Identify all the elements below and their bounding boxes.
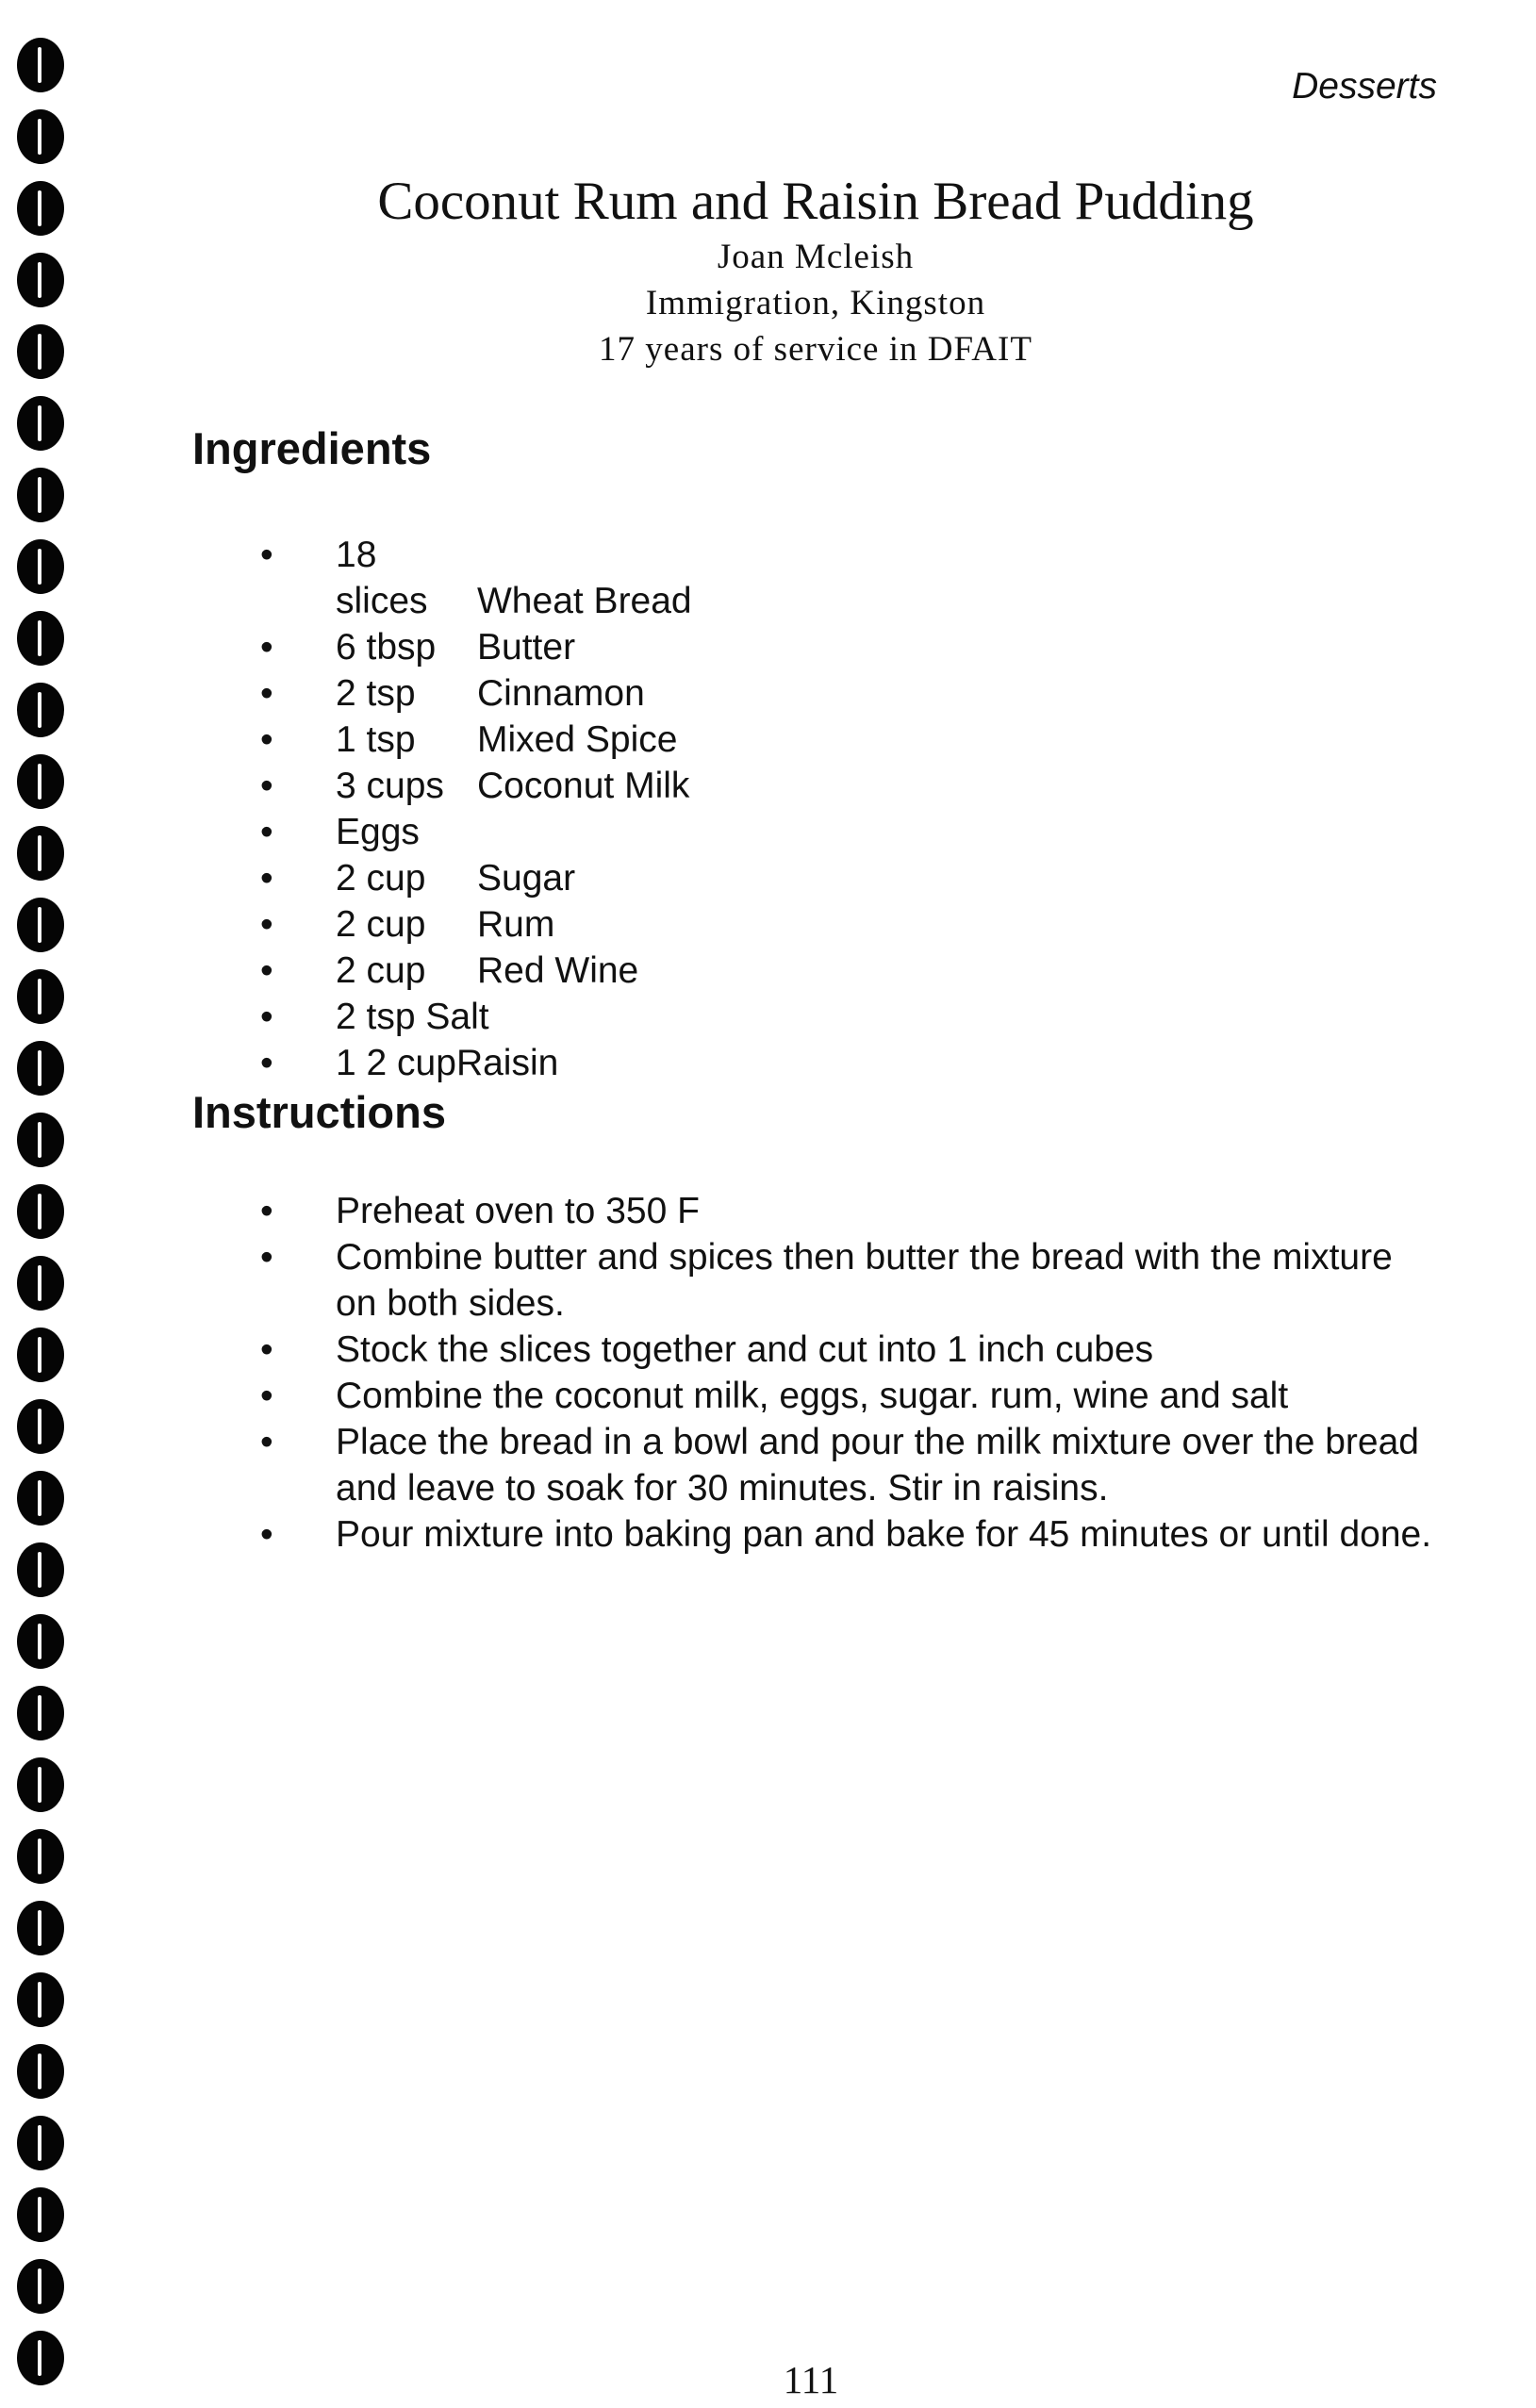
ingredient-item xyxy=(260,763,692,809)
ingredients-list xyxy=(260,532,692,1086)
ingredient-name: Mixed Spice xyxy=(477,719,678,760)
ingredient-qty: 18 slices xyxy=(336,535,428,621)
ingredient-qty: 6 tbsp xyxy=(336,627,437,668)
ingredient-name: Rum xyxy=(477,904,555,945)
binding-hole xyxy=(17,2116,64,2170)
instruction-step: • Pour mixture into baking pan and bake for 45 minutes or until done. xyxy=(260,1511,1439,1558)
instruction-step: • Stock the slices together and cut into 1 inch cubes xyxy=(260,1327,1439,1373)
section-label: Desserts xyxy=(1292,66,1437,107)
ingredient-name: Cinnamon xyxy=(477,673,645,714)
ingredient-item xyxy=(260,809,692,855)
ingredient-item xyxy=(260,532,692,624)
ingredient-name: Raisin xyxy=(455,1043,559,1083)
binding-hole xyxy=(17,1686,64,1740)
binding-hole xyxy=(17,2187,64,2242)
binding-hole xyxy=(17,1471,64,1526)
binding-hole xyxy=(17,253,64,307)
ingredient-name: Eggs xyxy=(336,812,420,852)
ingredient-qty: 2 tsp xyxy=(336,997,416,1037)
binding-hole xyxy=(17,181,64,236)
ingredient-qty: 2 cup xyxy=(336,950,426,991)
binding-hole xyxy=(17,683,64,737)
ingredient-qty: 1 2 cup xyxy=(336,1043,456,1083)
recipe-title: Coconut Rum and Raisin Bread Pudding xyxy=(377,172,1254,231)
ingredient-qty: 2 tsp xyxy=(336,673,416,714)
binding-hole xyxy=(17,1113,64,1167)
binding-hole xyxy=(17,1399,64,1454)
ingredient-qty: 3 cups xyxy=(336,766,444,806)
ingredient-name: Salt xyxy=(425,997,489,1037)
binding-hole xyxy=(17,38,64,92)
ingredient-item xyxy=(260,670,692,717)
ingredient-item xyxy=(260,901,692,948)
binding-hole xyxy=(17,1901,64,1955)
binding-hole xyxy=(17,468,64,522)
binding-hole xyxy=(17,396,64,451)
binding-holes xyxy=(17,38,70,2395)
binding-hole xyxy=(17,611,64,666)
binding-hole xyxy=(17,2259,64,2314)
binding-hole xyxy=(17,898,64,952)
binding-hole xyxy=(17,2044,64,2099)
ingredient-item xyxy=(260,994,692,1040)
recipe-service: 17 years of service in DFAIT xyxy=(599,330,1032,369)
instruction-step: • Preheat oven to 350 F xyxy=(260,1188,1439,1234)
binding-hole xyxy=(17,324,64,379)
instruction-step: • Combine butter and spices then butter the bread with the mixture on both sides. xyxy=(260,1234,1439,1327)
binding-hole xyxy=(17,1829,64,1884)
binding-hole xyxy=(17,1542,64,1597)
ingredient-name: Sugar xyxy=(477,858,576,899)
binding-hole xyxy=(17,754,64,809)
ingredient-qty: 2 cup xyxy=(336,858,426,899)
ingredient-item xyxy=(260,855,692,901)
instruction-step: • Place the bread in a bowl and pour the milk mixture over the bread and leave to soak for 30 minutes. Stir in raisins. xyxy=(260,1419,1439,1511)
binding-hole xyxy=(17,1614,64,1669)
binding-hole xyxy=(17,1256,64,1311)
binding-hole xyxy=(17,826,64,881)
binding-hole xyxy=(17,1328,64,1382)
recipe-department: Immigration, Kingston xyxy=(645,284,986,322)
binding-hole xyxy=(17,969,64,1024)
recipe-author: Joan Mcleish xyxy=(717,238,915,276)
binding-hole xyxy=(17,1757,64,1812)
ingredient-name: Butter xyxy=(477,627,576,668)
instructions-list xyxy=(260,1188,1439,1558)
page-number: 111 xyxy=(783,2358,839,2401)
instructions-heading: Instructions xyxy=(192,1087,446,1137)
binding-hole xyxy=(17,1184,64,1239)
ingredient-item xyxy=(260,717,692,763)
recipe-header xyxy=(189,170,1443,372)
ingredient-qty: 1 tsp xyxy=(336,719,416,760)
ingredient-name: Red Wine xyxy=(477,950,639,991)
binding-hole xyxy=(17,539,64,594)
binding-hole xyxy=(17,109,64,164)
ingredient-qty: 2 cup xyxy=(336,904,426,945)
ingredient-item xyxy=(260,624,692,670)
instruction-step: • Combine the coconut milk, eggs, sugar. rum, wine and salt xyxy=(260,1373,1439,1419)
ingredient-item xyxy=(260,1040,692,1086)
ingredient-name: Wheat Bread xyxy=(477,581,692,621)
ingredient-name: Coconut Milk xyxy=(477,766,690,806)
ingredient-item xyxy=(260,948,692,994)
binding-hole xyxy=(17,1972,64,2027)
ingredients-heading: Ingredients xyxy=(192,423,432,473)
binding-hole xyxy=(17,1041,64,1096)
